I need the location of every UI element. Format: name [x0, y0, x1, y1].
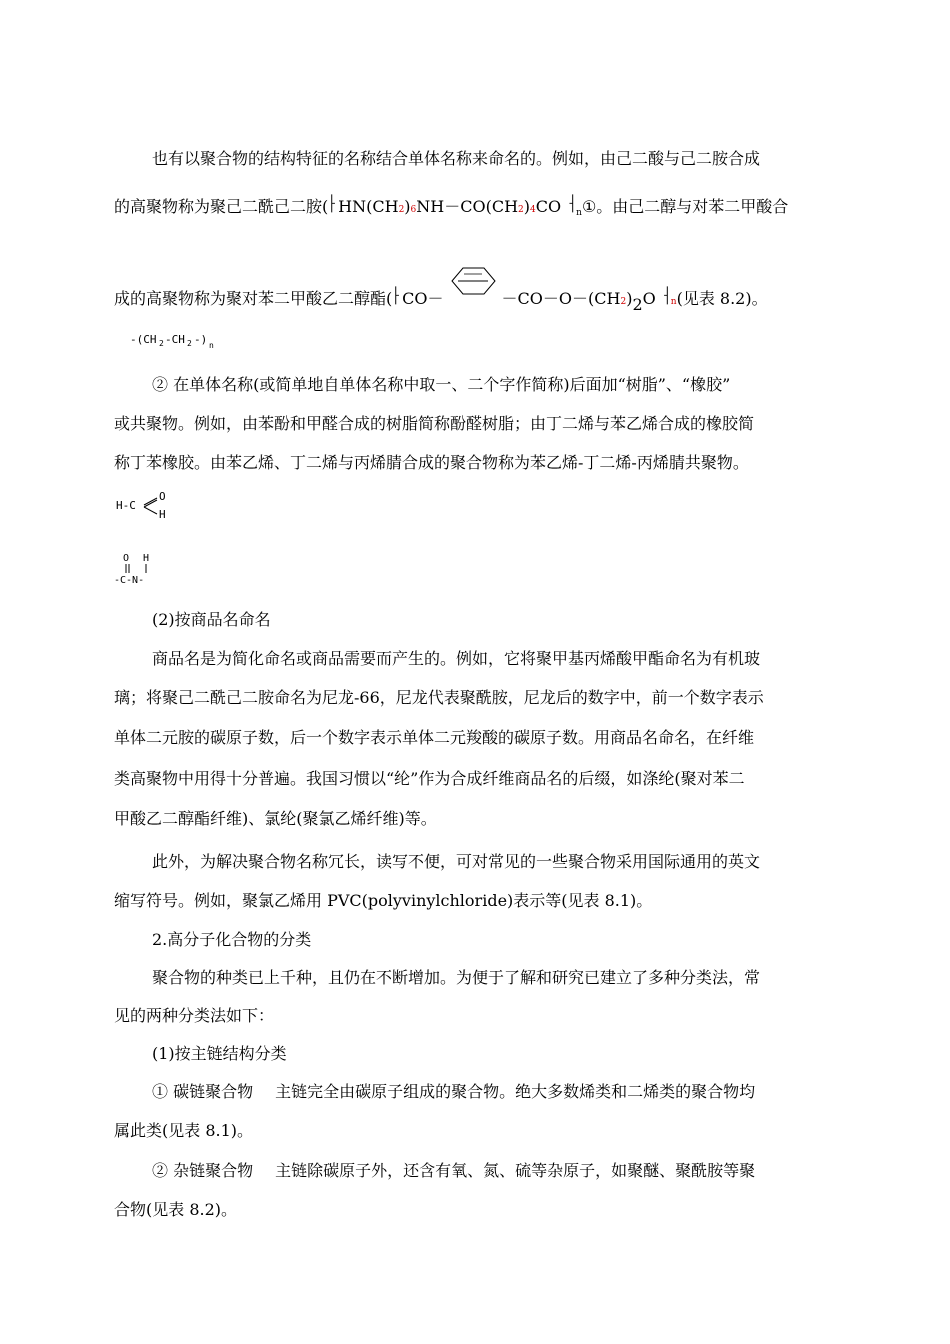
- aldehyde-formula-drawing: [114, 488, 184, 522]
- subscript-n: n: [576, 208, 582, 218]
- subscript: 4: [530, 205, 536, 215]
- subscript: 6: [410, 205, 417, 215]
- svg-text:n: n: [209, 341, 215, 350]
- subscript-n: n: [670, 297, 677, 307]
- formula-part: CO－: [402, 289, 444, 308]
- nylon-prefix: 的高聚物称为聚己二酰己二胺(: [114, 197, 329, 216]
- text-line-1: 也有以聚合物的结构特征的名称结合单体名称来命名的。例如，由己二酸与己二胺合成: [152, 149, 761, 168]
- nylon-suffix: ①。由己二醇与对苯二甲酸合: [581, 197, 789, 216]
- text-line-4: 称丁苯橡胶。由苯乙烯、丁二烯与丙烯腈合成的聚合物称为苯乙烯-丁二烯-丙烯腈共聚物。: [114, 453, 749, 472]
- svg-text:-CH: -CH: [165, 333, 186, 346]
- nylon-formula-line: 的高聚物称为聚己二酰己二胺(⸠HN(CH2)6NH－CO(CH2)4CO $⸡_n①$。由己二醇与对苯二甲酸合: [114, 192, 789, 218]
- svg-text:2: 2: [159, 339, 165, 348]
- text-line-2: ② 在单体名称(或简单地自单体名称中取一、二个字作简称)后面加“树脂”、“橡胶”: [152, 375, 731, 394]
- text-line-3: 或共聚物。例如，由苯酚和甲醛合成的树脂简称酚醛树脂；由丁二烯与苯乙烯合成的橡胶简: [114, 414, 755, 433]
- svg-text:O: O: [159, 490, 166, 503]
- svg-text:H-C: H-C: [116, 499, 136, 512]
- heading-main-chain: (1)按主链结构分类: [152, 1044, 287, 1063]
- svg-text:H: H: [143, 553, 150, 564]
- text-line-10: 此外，为解决聚合物名称冗长，读写不便，可对常见的一些聚合物采用国际通用的英文: [152, 852, 761, 871]
- subscript: 2: [620, 297, 627, 307]
- carbon-chain-term: ① 碳链聚合物: [152, 1082, 254, 1101]
- pet-prefix: 成的高聚物称为聚对苯二甲酸乙二醇酯(: [114, 289, 393, 308]
- svg-text:-(CH: -(CH: [130, 333, 157, 346]
- text-line-5: 商品名是为简化命名或商品需要而产生的。例如，它将聚甲基丙烯酸甲酯命名为有机玻: [152, 649, 761, 668]
- bracket-open: ⸠: [328, 192, 339, 213]
- formula-part: O: [642, 289, 656, 308]
- carbon-chain-line: [152, 1081, 828, 1103]
- svg-text:2: 2: [187, 339, 193, 348]
- pet-formula-line: 成的高聚物称为聚对苯二甲酸乙二醇酯(⸠CO－ －CO－O－(CH2)2O ⸡n(见表 8.2)。: [114, 264, 790, 316]
- benzene-ring-icon: [444, 264, 502, 298]
- svg-text:-): -): [194, 333, 208, 346]
- formula-part: －CO－O－(CH: [501, 289, 621, 308]
- heading-commercial-name: (2)按商品名命名: [152, 610, 271, 629]
- svg-text:O: O: [123, 553, 130, 564]
- text-line-11: 缩写符号。例如，聚氯乙烯用 PVC(polyvinylchloride)表示等(见表 8.1)。: [114, 891, 653, 910]
- text-line-6: 璃；将聚己二酰己二胺命名为尼龙-66，尼龙代表聚酰胺，尼龙后的数字中，前一个数字表示: [114, 688, 764, 707]
- text-line-15: 合物(见表 8.2)。: [114, 1200, 238, 1219]
- hetero-chain-term: ② 杂链聚合物: [152, 1161, 254, 1180]
- subscript: 2: [398, 205, 405, 215]
- text-line-9: 甲酸乙二醇酯纤维)、氯纶(聚氯乙烯纤维)等。: [114, 809, 437, 828]
- formula-part: HN(CH: [338, 197, 399, 216]
- hetero-chain-desc: 主链除碳原子外，还含有氧、氮、硫等杂原子，如聚醚、聚酰胺等聚: [275, 1161, 756, 1180]
- subscript: 2: [632, 295, 643, 314]
- amide-formula-drawing: [114, 550, 174, 588]
- text-line-8: 类高聚物中用得十分普遍。我国习惯以“纶”作为合成纤维商品名的后缀，如涤纶(聚对苯二: [114, 769, 745, 788]
- polyethylene-formula-drawing: [128, 331, 218, 351]
- polyethylene-formula: [114, 317, 218, 354]
- subscript: 2: [518, 205, 524, 215]
- formula-part: NH－CO(CH: [416, 197, 519, 216]
- svg-text:-C-N-: -C-N-: [114, 575, 145, 586]
- formula-part: CO: [535, 197, 562, 216]
- bracket-close: ⸡: [660, 284, 671, 305]
- bracket-close: ⸡: [566, 192, 577, 213]
- pet-suffix: (见表 8.2)。: [676, 289, 768, 308]
- carbon-chain-desc: 主链完全由碳原子组成的聚合物。绝大多数烯类和二烯类的聚合物均: [275, 1082, 756, 1101]
- amide-formula: [114, 550, 174, 592]
- text-line-14: 属此类(见表 8.1)。: [114, 1121, 254, 1140]
- svg-text:H: H: [159, 508, 166, 521]
- text-line-12: 聚合物的种类已上千种，且仍在不断增加。为便于了解和研究已建立了多种分类法，常: [152, 968, 761, 987]
- text-line-7: 单体二元胺的碳原子数，后一个数字表示单体二元羧酸的碳原子数。用商品名命名，在纤维: [114, 728, 755, 747]
- aldehyde-formula: [114, 488, 184, 526]
- text-line-13: 见的两种分类法如下：: [114, 1006, 275, 1025]
- bracket-open: ⸠: [392, 284, 403, 305]
- hetero-chain-line: [152, 1160, 828, 1182]
- heading-classification: 2.高分子化合物的分类: [152, 930, 312, 949]
